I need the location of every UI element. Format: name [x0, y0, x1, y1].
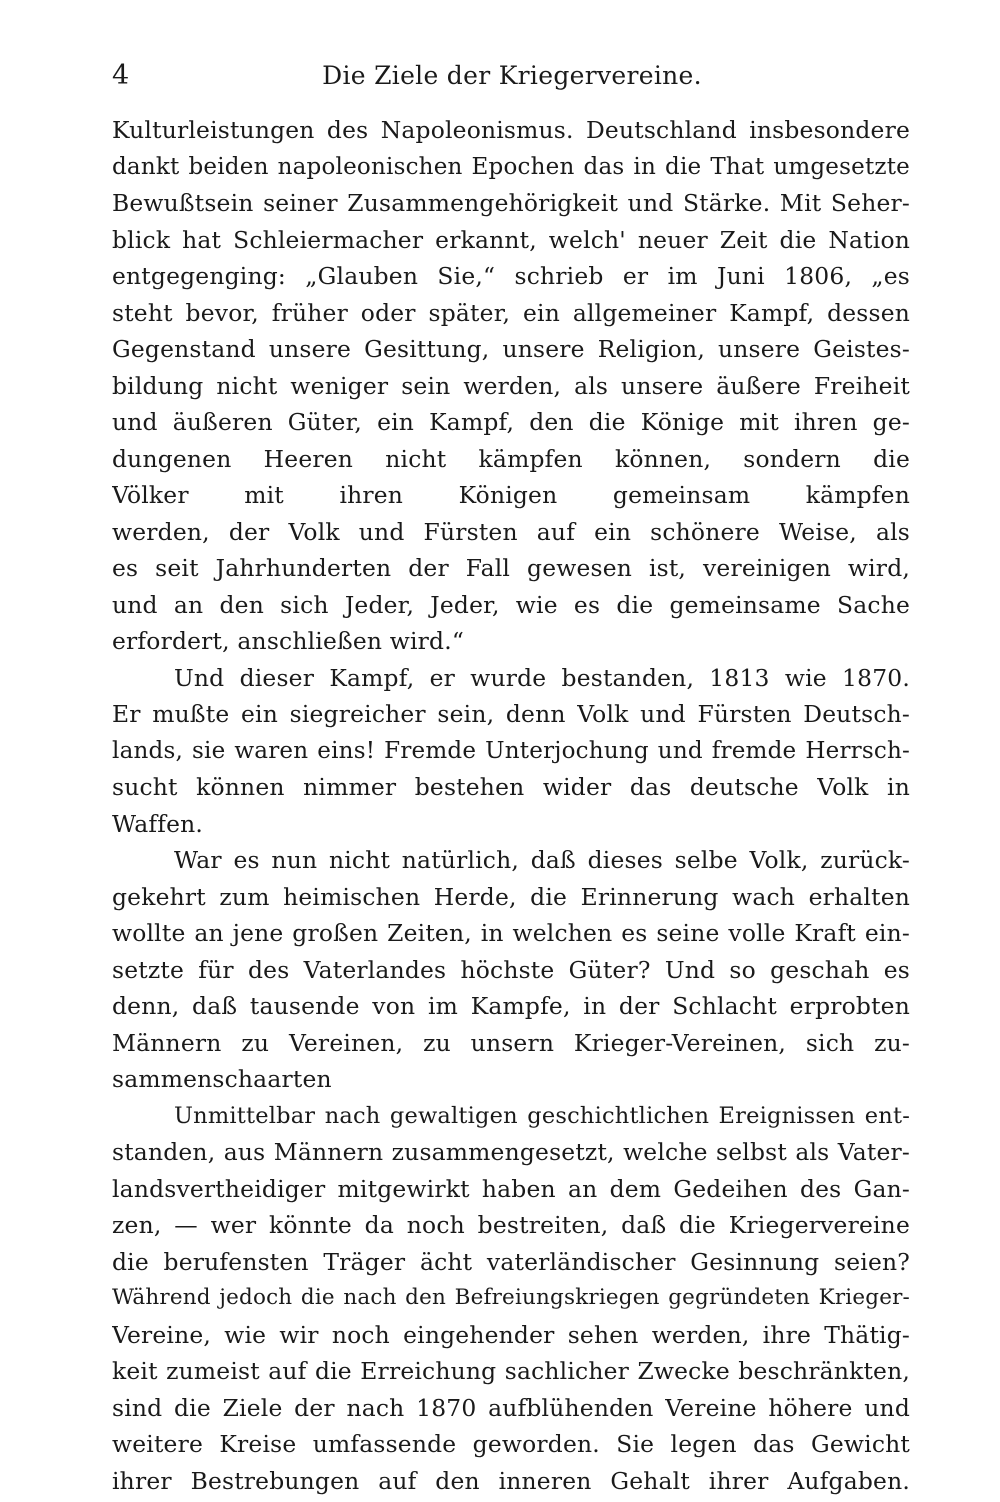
paragraph-3 [112, 842, 910, 1098]
text-line: und an den sich Jeder, Jeder, wie es die gemeinsame Sache [112, 590, 910, 619]
text-line: landsvertheidiger mitgewirkt haben an dem Gedeihen des Gan- [112, 1174, 910, 1203]
text-line: lands, sie waren eins! Fremde Unterjochung und fremde Herrsch- [112, 737, 910, 764]
text-line: Völker mit ihren Königen gemeinsam kämpfen [112, 481, 910, 509]
text-line: Kulturleistungen des Napoleonismus. Deutschland insbesondere [112, 116, 910, 144]
text-line: setzte für des Vaterlandes höchste Güter? Und so geschah es [112, 955, 910, 984]
page-number: 4 [112, 60, 130, 91]
text-line: Er mußte ein siegreicher sein, denn Volk und Fürsten Deutsch- [112, 700, 910, 728]
paragraph-4 [112, 1098, 910, 1500]
text-line: gekehrt zum heimischen Herde, die Erinnerung wach erhalten [112, 882, 910, 911]
text-line: erfordert, anschließen wird.“ [112, 627, 465, 655]
text-line: Vereine, wie wir noch eingehender sehen werden, ihre Thätig- [112, 1320, 910, 1349]
paragraph-2 [112, 660, 910, 843]
page-header [112, 52, 912, 96]
text-line: War es nun nicht natürlich, daß dieses selbe Volk, zurück- [174, 846, 910, 874]
text-line: Gegenstand unsere Gesittung, unsere Religion, unsere Geistes- [112, 335, 910, 363]
text-line: wollte an jene großen Zeiten, in welchen es seine volle Kraft ein- [112, 919, 910, 947]
running-head: Die Ziele der Kriegervereine. [322, 61, 702, 90]
text-line: dungenen Heeren nicht kämpfen können, sondern die [112, 444, 910, 473]
text-line: weitere Kreise umfassende geworden. Sie legen das Gewicht [112, 1430, 910, 1458]
text-line: Männern zu Vereinen, zu unsern Krieger-Vereinen, sich zu- [112, 1028, 910, 1057]
text-line: sucht können nimmer bestehen wider das deutsche Volk in [112, 773, 910, 801]
text-line: ihrer Bestrebungen auf den inneren Gehalt ihrer Aufgaben. [112, 1466, 910, 1495]
text-line: keit zumeist auf die Erreichung sachlicher Zwecke beschränkten, [112, 1357, 910, 1385]
text-line: blick hat Schleiermacher erkannt, welch' neuer Zeit die Nation [112, 225, 910, 254]
text-line: dankt beiden napoleonischen Epochen das in die That umgesetzte [112, 153, 910, 180]
text-line: entgegenging: „Glauben Sie,“ schrieb er im Juni 1806, „es [112, 262, 910, 290]
paragraph-1 [112, 112, 910, 660]
text-line: Bewußtsein seiner Zusammengehörigkeit und Stärke. Mit Seher- [112, 189, 910, 217]
page-body [112, 112, 910, 1499]
text-line: denn, daß tausende von im Kampfe, in der Schlacht erprobten [112, 992, 910, 1020]
text-line: es seit Jahrhunderten der Fall gewesen ist, vereinigen wird, [112, 554, 910, 582]
text-line: Und dieser Kampf, er wurde bestanden, 1813 wie 1870. [174, 663, 910, 692]
text-line: Waffen. [112, 809, 204, 838]
text-line: zen, — wer könnte da noch bestreiten, daß die Kriegervereine [112, 1211, 910, 1239]
text-line: werden, der Volk und Fürsten auf ein schönere Weise, als [112, 517, 910, 546]
text-line: bildung nicht weniger sein werden, als unsere äußere Freiheit [112, 371, 910, 400]
text-line: sind die Ziele der nach 1870 aufblühenden Vereine höhere und [112, 1393, 910, 1422]
text-line: sammenschaarten [112, 1065, 332, 1093]
text-line: und äußeren Güter, ein Kampf, den die Könige mit ihren ge- [112, 408, 910, 436]
text-line: Unmittelbar nach gewaltigen geschichtlichen Ereignissen ent- [174, 1102, 910, 1129]
text-line: Während jedoch die nach den Befreiungskriegen gegründeten Krieger- [112, 1285, 910, 1310]
text-line: standen, aus Männern zusammengesetzt, welche selbst als Vater- [112, 1138, 910, 1166]
text-line: die berufensten Träger ächt vaterländischer Gesinnung seien? [112, 1247, 910, 1276]
text-line: steht bevor, früher oder später, ein allgemeiner Kampf, dessen [112, 298, 910, 327]
